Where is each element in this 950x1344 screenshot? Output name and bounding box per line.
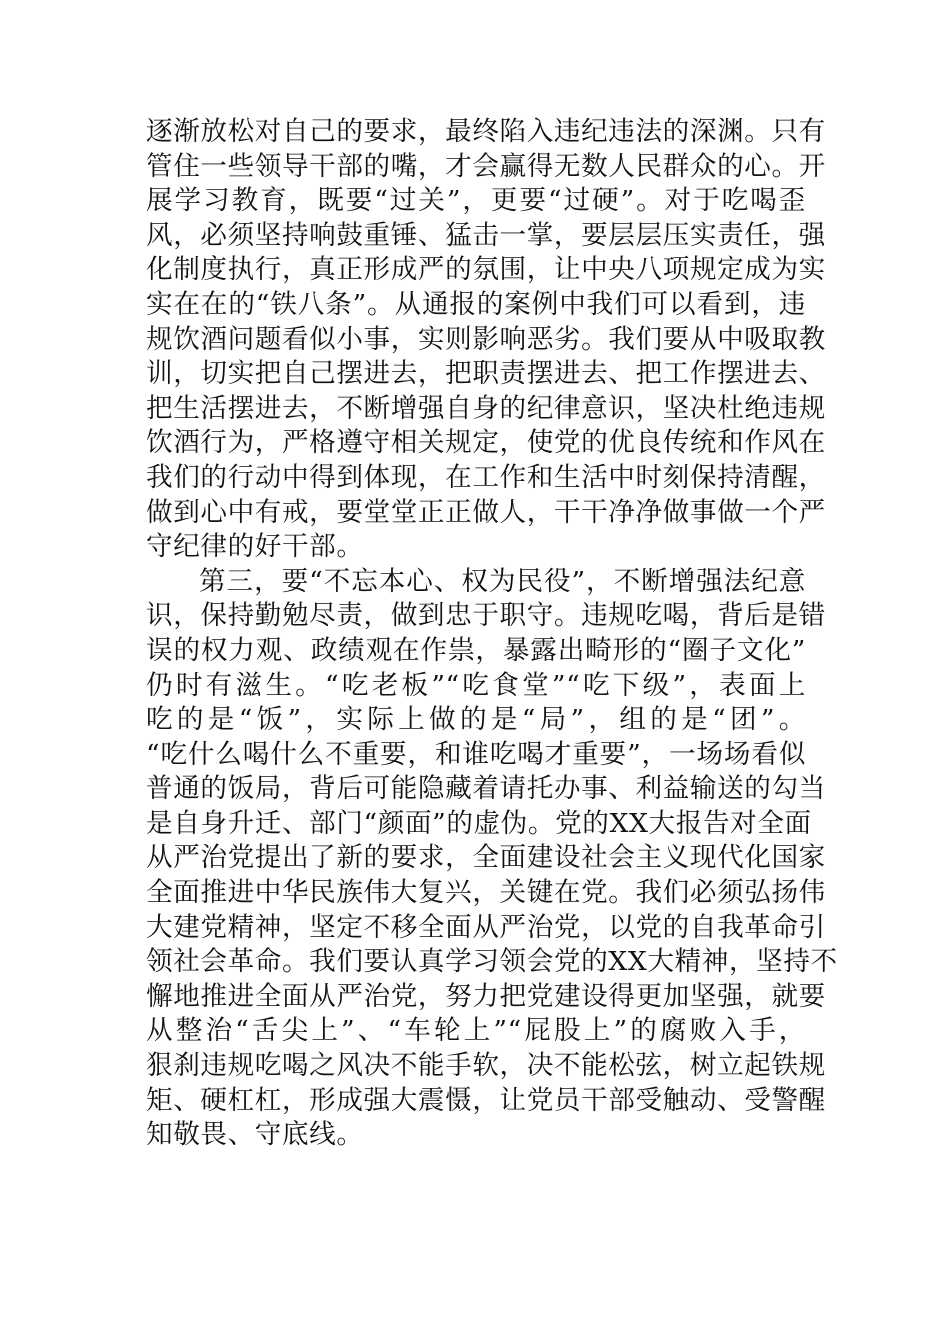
paragraph-line: “吃什么喝什么不重要，和谁吃喝才重要”，一场场看似 [146,738,806,770]
paragraph-line: 从严治党提出了新的要求，全面建设社会主义现代化国家 [146,842,826,874]
paragraph-line: 领社会革命。我们要认真学习领会党的XX大精神，坚持不 [146,946,838,978]
paragraph-line: 矩、硬杠杠，形成强大震慑，让党员干部受触动、受警醒 [146,1084,826,1116]
paragraph-line: 饮酒行为，严格遵守相关规定，使党的优良传统和作风在 [146,427,826,459]
paragraph-line: 展学习教育，既要“过关”，更要“过硬”。对于吃喝歪 [146,185,806,217]
paragraph-line: 实在在的“铁八条”。从通报的案例中我们可以看到，违 [146,288,806,320]
paragraph-line: 守纪律的好干部。 [146,531,364,563]
paragraph-1 [146,115,826,565]
paragraph-line: 识，保持勤勉尽责，做到忠于职守。违规吃喝，背后是错 [146,600,826,632]
paragraph-line: 风，必须坚持响鼓重锤、猛击一掌，要层层压实责任，强 [146,219,826,251]
paragraph-line: 第三，要“不忘本心、权为民役”，不断增强法纪意 [199,565,806,597]
paragraph-line: 化制度执行，真正形成严的氛围，让中央八项规定成为实 [146,254,826,286]
paragraph-line: 从整治“舌尖上”、“车轮上”“屁股上”的腐败入手， [146,1015,806,1047]
paragraph-line: 狠刹违规吃喝之风决不能手软，决不能松弦，树立起铁规 [146,1050,826,1082]
paragraph-line: 大建党精神，坚定不移全面从严治党，以党的自我革命引 [146,911,826,943]
paragraph-line: 懈地推进全面从严治党，努力把党建设得更加坚强，就要 [146,980,826,1012]
paragraph-line: 逐渐放松对自己的要求，最终陷入违纪违法的深渊。只有 [146,116,826,147]
paragraph-line: 仍时有滋生。“吃老板”“吃食堂”“吃下级”，表面上 [146,669,806,701]
paragraph-line: 做到心中有戒，要堂堂正正做人，干干净净做事做一个严 [146,496,826,528]
paragraph-line: 我们的行动中得到体现，在工作和生活中时刻保持清醒， [146,461,826,493]
paragraph-line: 误的权力观、政绩观在作祟，暴露出畸形的“圈子文化” [146,634,806,666]
body-text [146,115,838,1153]
paragraph-line: 把生活摆进去，不断增强自身的纪律意识，坚决杜绝违规 [146,392,826,424]
paragraph-2 [146,565,838,1153]
paragraph-line: 全面推进中华民族伟大复兴，关键在党。我们必须弘扬伟 [146,877,826,909]
paragraph-line: 知敬畏、守底线。 [146,1119,364,1151]
paragraph-line: 是自身升迁、部门“颜面”的虚伪。党的XX大报告对全面 [146,807,812,839]
paragraph-line: 管住一些领导干部的嘴，才会赢得无数人民群众的心。开 [146,150,826,182]
paragraph-line: 吃的是“饭”，实际上做的是“局”，组的是“团”。 [146,704,806,736]
paragraph-line: 训，切实把自己摆进去，把职责摆进去、把工作摆进去、 [146,358,826,390]
paragraph-line: 普通的饭局，背后可能隐藏着请托办事、利益输送的勾当 [146,773,826,805]
paragraph-line: 规饮酒问题看似小事，实则影响恶劣。我们要从中吸取教 [146,323,826,355]
